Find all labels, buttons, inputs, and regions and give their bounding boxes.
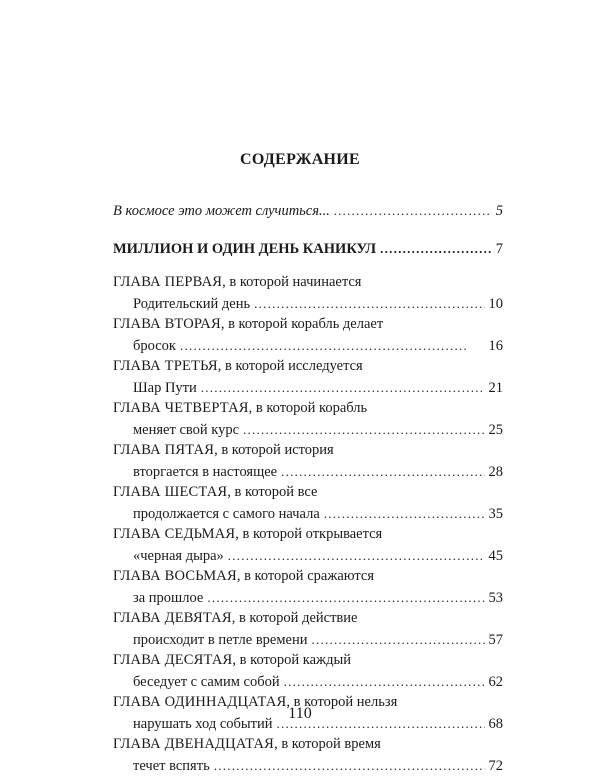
chapter-name: ГЛАВА ШЕСТАЯ [113, 484, 228, 500]
leader-dots [281, 461, 484, 483]
chapter-description-end: продолжается с самого начала [133, 506, 320, 522]
intro-page: 5 [495, 203, 503, 219]
chapter-heading-line [113, 314, 503, 335]
leader-dots [324, 503, 485, 525]
chapter-entry[interactable] [113, 608, 503, 650]
chapter-description-line [113, 755, 503, 776]
chapter-description-line [113, 587, 503, 608]
chapter-description-start: , в которой корабль делает [220, 316, 384, 332]
chapter-description-start: , в которой открывается [235, 526, 383, 542]
chapter-description-start: , в которой время [274, 736, 381, 752]
chapter-name: ГЛАВА ПЯТАЯ [113, 442, 215, 458]
chapter-entry[interactable] [113, 272, 503, 314]
chapter-description-line [113, 335, 503, 356]
chapter-name: ГЛАВА ПЕРВАЯ [113, 274, 223, 290]
chapter-description-end: Шар Пути [133, 380, 197, 396]
chapter-description-end: меняет свой курс [133, 422, 240, 438]
chapter-heading-line [113, 356, 503, 377]
chapter-description-start: , в которой история [214, 442, 334, 458]
chapter-heading-line [113, 608, 503, 629]
leader-dots [180, 335, 485, 357]
leader-dots [380, 238, 492, 260]
chapter-name: ГЛАВА ВТОРАЯ [113, 316, 221, 332]
chapter-description-end: Родительский день [133, 296, 251, 312]
part-page: 7 [495, 241, 503, 257]
chapter-description-line [113, 629, 503, 650]
chapter-page: 45 [488, 548, 503, 564]
leader-dots [201, 377, 485, 399]
chapter-entry[interactable] [113, 734, 503, 776]
chapter-list [113, 272, 503, 776]
chapter-description-start: , в которой начинается [222, 274, 362, 290]
chapter-description-line [113, 419, 503, 440]
chapter-name: ГЛАВА ОДИННАДЦАТАЯ [113, 694, 287, 710]
chapter-page: 25 [488, 422, 503, 438]
chapter-description-line [113, 671, 503, 692]
chapter-heading-line [113, 566, 503, 587]
chapter-name: ГЛАВА СЕДЬМАЯ [113, 526, 236, 542]
chapter-entry[interactable] [113, 398, 503, 440]
leader-dots [214, 755, 485, 777]
leader-dots [334, 200, 492, 222]
chapter-heading-line [113, 524, 503, 545]
leader-dots [243, 419, 484, 441]
intro-entry[interactable] [113, 200, 503, 221]
chapter-description-end: нарушать ход событий [133, 716, 273, 732]
chapter-page: 62 [488, 674, 503, 690]
chapter-description-end: за прошлое [133, 590, 204, 606]
page-number: 110 [288, 705, 312, 722]
chapter-description-line [113, 293, 503, 314]
chapter-description-end: вторгается в настоящее [133, 464, 278, 480]
part-entry[interactable] [113, 238, 503, 259]
chapter-description-end: беседует с самим собой [133, 674, 280, 690]
leader-dots [312, 629, 485, 651]
chapter-page: 21 [488, 380, 503, 396]
chapter-name: ГЛАВА ДВЕНАДЦАТАЯ [113, 736, 275, 752]
chapter-page: 68 [488, 716, 503, 732]
page-title: СОДЕРЖАНИЕ [239, 151, 361, 168]
chapter-name: ГЛАВА ВОСЬМАЯ [113, 568, 237, 584]
chapter-page: 72 [488, 758, 503, 774]
chapter-page: 53 [488, 590, 503, 606]
chapter-description-start: , в которой исследуется [217, 358, 363, 374]
chapter-entry[interactable] [113, 482, 503, 524]
chapter-description-start: , в которой корабль [248, 400, 368, 416]
chapter-page: 35 [488, 506, 503, 522]
chapter-heading-line [113, 398, 503, 419]
chapter-page: 16 [488, 338, 503, 354]
chapter-description-start: , в которой все [227, 484, 318, 500]
chapter-name: ГЛАВА ДЕВЯТАЯ [113, 610, 232, 626]
chapter-heading-line [113, 650, 503, 671]
leader-dots [284, 671, 485, 693]
chapter-entry[interactable] [113, 566, 503, 608]
chapter-description-start: , в которой каждый [232, 652, 351, 668]
leader-dots [207, 587, 484, 609]
chapter-entry[interactable] [113, 440, 503, 482]
chapter-description-end: течет вспять [133, 758, 210, 774]
part-title: МИЛЛИОН И ОДИН ДЕНЬ КАНИКУЛ [113, 241, 377, 257]
chapter-description-line [113, 377, 503, 398]
chapter-entry[interactable] [113, 314, 503, 356]
chapter-name: ГЛАВА ЧЕТВЕРТАЯ [113, 400, 249, 416]
chapter-description-start: , в которой сражаются [236, 568, 375, 584]
chapter-page: 57 [488, 632, 503, 648]
chapter-description-end: «черная дыра» [133, 548, 224, 564]
chapter-page: 10 [488, 296, 503, 312]
chapter-page: 28 [488, 464, 503, 480]
chapter-entry[interactable] [113, 650, 503, 692]
chapter-heading-line [113, 734, 503, 755]
intro-text: В космосе это может случиться... [113, 203, 330, 219]
chapter-description-line [113, 503, 503, 524]
chapter-description-line [113, 545, 503, 566]
chapter-description-end: бросок [133, 338, 176, 354]
chapter-entry[interactable] [113, 524, 503, 566]
chapter-heading-line [113, 272, 503, 293]
chapter-description-start: , в которой нельзя [286, 694, 398, 710]
chapter-description-end: происходит в петле времени [133, 632, 308, 648]
leader-dots [254, 293, 484, 315]
leader-dots [228, 545, 485, 567]
chapter-entry[interactable] [113, 356, 503, 398]
chapter-description-line [113, 461, 503, 482]
chapter-name: ГЛАВА ТРЕТЬЯ [113, 358, 218, 374]
chapter-heading-line [113, 482, 503, 503]
chapter-description-start: , в которой действие [231, 610, 358, 626]
chapter-name: ГЛАВА ДЕСЯТАЯ [113, 652, 233, 668]
chapter-heading-line [113, 440, 503, 461]
